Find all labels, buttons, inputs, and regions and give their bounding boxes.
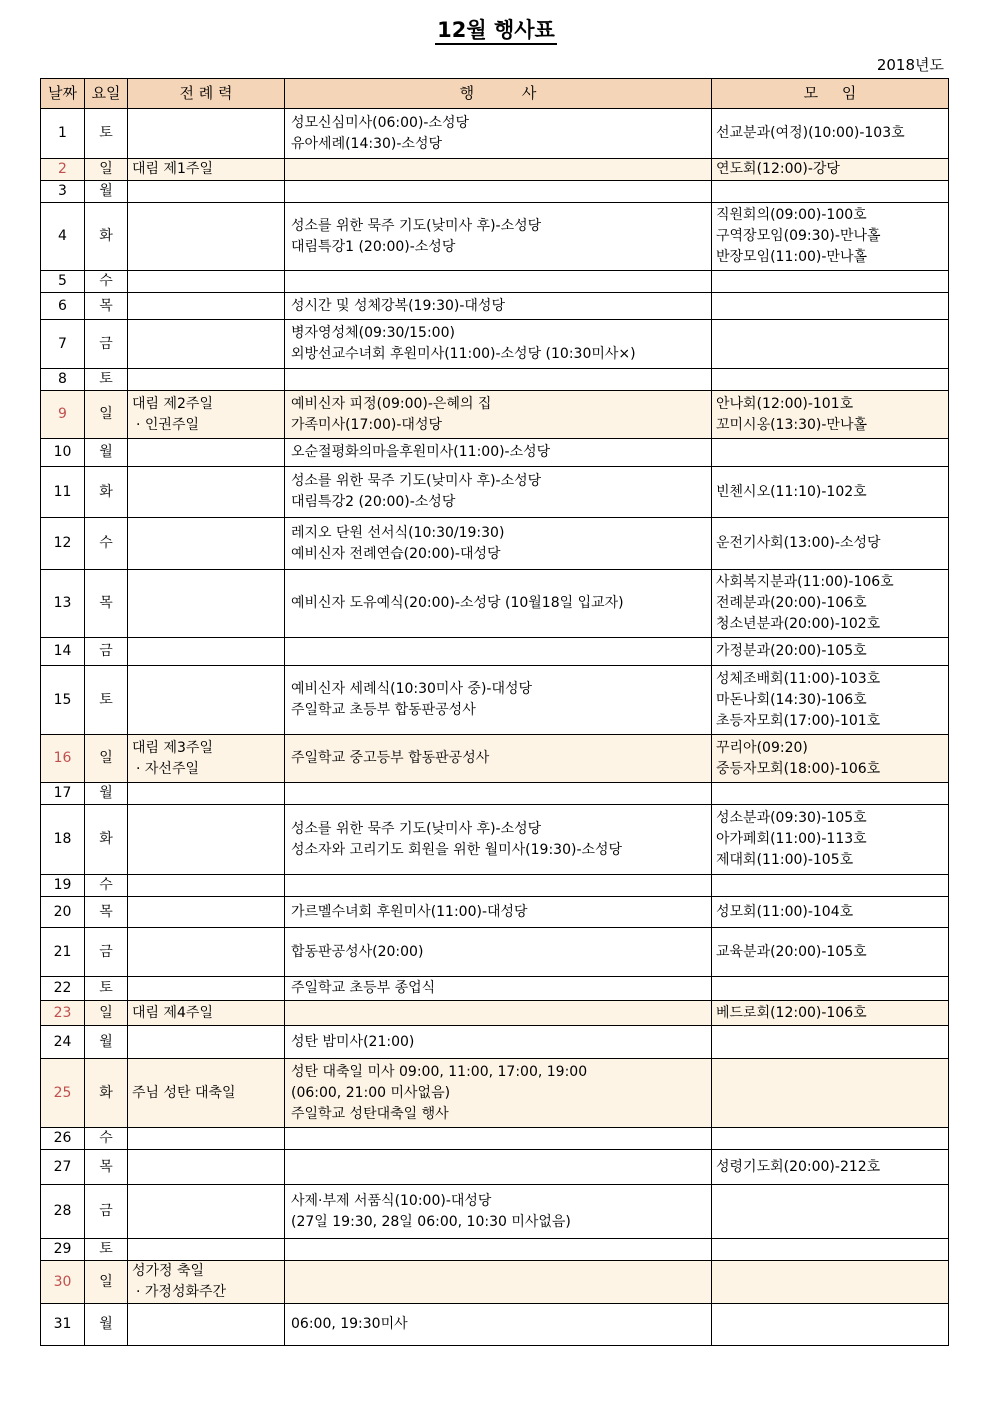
liturgy-cell [128, 783, 285, 805]
meetings-cell-line: 빈첸시오(11:10)-102호 [716, 483, 867, 500]
date-cell: 30 [41, 1261, 85, 1304]
weekday-cell: 목 [85, 897, 128, 928]
meetings-cell-line: 중등자모회(18:00)-106호 [716, 760, 881, 777]
date-cell: 7 [41, 320, 85, 369]
weekday-cell: 수 [85, 518, 128, 570]
weekday-cell: 수 [85, 271, 128, 293]
events-cell [285, 897, 712, 928]
events-cell-line: 대림특강2 (20:00)-소성당 [291, 494, 456, 510]
table-row [41, 897, 949, 928]
date-cell: 12 [41, 518, 85, 570]
date-cell: 27 [41, 1150, 85, 1185]
meetings-cell [712, 1185, 949, 1239]
table-row [41, 271, 949, 293]
meetings-cell-line: 제대회(11:00)-105호 [716, 852, 854, 868]
events-cell [285, 467, 712, 518]
events-cell [285, 320, 712, 369]
liturgy-cell [128, 805, 285, 875]
meetings-cell [712, 570, 949, 638]
events-cell-line: 합동판공성사(20:00) [291, 943, 424, 960]
meetings-cell [712, 518, 949, 570]
table-row [41, 735, 949, 783]
meetings-cell [712, 897, 949, 928]
liturgy-cell [128, 369, 285, 391]
weekday-cell: 월 [85, 783, 128, 805]
meetings-cell [712, 369, 949, 391]
liturgy-cell [128, 293, 285, 320]
events-cell [285, 439, 712, 467]
table-row [41, 1128, 949, 1150]
event-schedule-table [40, 78, 949, 1346]
events-cell [285, 928, 712, 977]
events-cell-line: 성탄 대축일 미사 09:00, 11:00, 17:00, 19:00 [291, 1063, 588, 1080]
table-row [41, 1304, 949, 1346]
events-cell [285, 293, 712, 320]
table-row [41, 181, 949, 203]
weekday-cell: 금 [85, 1185, 128, 1239]
events-cell-line: (06:00, 21:00 미사없음) [291, 1084, 451, 1101]
liturgy-cell [128, 875, 285, 897]
liturgy-cell [128, 271, 285, 293]
table-row [41, 805, 949, 875]
page-title: 12월 행사표 [0, 14, 992, 44]
meetings-cell [712, 293, 949, 320]
events-cell [285, 1304, 712, 1346]
meetings-cell-line: 직원회의(09:00)-100호 [716, 207, 867, 223]
events-cell-line: 주일학교 초등부 종업식 [291, 980, 436, 996]
table-row [41, 783, 949, 805]
table-row [41, 159, 949, 181]
liturgy-cell [128, 159, 285, 181]
weekday-cell: 토 [85, 109, 128, 159]
events-cell-line: (27일 19:30, 28일 06:00, 10:30 미사없음) [291, 1213, 571, 1230]
meetings-cell-line: 선교분과(여정)(10:00)-103호 [716, 125, 905, 141]
weekday-cell: 화 [85, 805, 128, 875]
events-cell [285, 203, 712, 271]
events-cell [285, 666, 712, 735]
meetings-cell-line: 안나회(12:00)-101호 [716, 395, 854, 412]
meetings-cell-line: 교육분과(20:00)-105호 [716, 943, 867, 960]
meetings-cell-line: 초등자모회(17:00)-101호 [716, 712, 881, 729]
events-cell-line: 예비신자 도유예식(20:00)-소성당 (10월18일 입교자) [291, 595, 624, 611]
table-row [41, 109, 949, 159]
meetings-cell [712, 977, 949, 1001]
liturgy-cell [128, 735, 285, 783]
liturgy-cell [128, 1150, 285, 1185]
meetings-cell [712, 1239, 949, 1261]
date-cell: 2 [41, 159, 85, 181]
events-cell-line: 성소자와 고리기도 회원을 위한 월미사(19:30)-소성당 [291, 841, 623, 858]
meetings-cell [712, 203, 949, 271]
table-row [41, 977, 949, 1001]
meetings-cell [712, 875, 949, 897]
header-date: 날짜 [41, 79, 85, 109]
events-cell-line: 가르멜수녀회 후원미사(11:00)-대성당 [291, 903, 528, 920]
liturgy-cell-line: 대림 제4주일 [132, 1004, 213, 1021]
table-row [41, 570, 949, 638]
table-row [41, 467, 949, 518]
date-cell: 14 [41, 638, 85, 666]
table-row [41, 928, 949, 977]
date-cell: 9 [41, 391, 85, 439]
events-cell [285, 977, 712, 1001]
date-cell: 4 [41, 203, 85, 271]
events-cell-line: 06:00, 19:30미사 [291, 1316, 408, 1332]
liturgy-cell [128, 109, 285, 159]
table-row [41, 439, 949, 467]
meetings-cell [712, 181, 949, 203]
header-day: 요일 [85, 79, 128, 109]
events-cell-line: 오순절평화의마을후원미사(11:00)-소성당 [291, 444, 551, 460]
date-cell: 17 [41, 783, 85, 805]
meetings-cell-line: 전례분과(20:00)-106호 [716, 595, 867, 611]
date-cell: 3 [41, 181, 85, 203]
liturgy-cell [128, 928, 285, 977]
date-cell: 23 [41, 1001, 85, 1026]
events-cell [285, 735, 712, 783]
events-cell [285, 1150, 712, 1185]
events-cell [285, 805, 712, 875]
weekday-cell: 토 [85, 666, 128, 735]
meetings-cell-line: 연도회(12:00)-강당 [716, 161, 840, 177]
meetings-cell-line: 가정분과(20:00)-105호 [716, 643, 867, 659]
weekday-cell: 화 [85, 203, 128, 271]
meetings-cell [712, 1001, 949, 1026]
meetings-cell [712, 271, 949, 293]
date-cell: 21 [41, 928, 85, 977]
table-row [41, 666, 949, 735]
liturgy-cell [128, 203, 285, 271]
meetings-cell [712, 638, 949, 666]
liturgy-cell [128, 467, 285, 518]
liturgy-cell [128, 570, 285, 638]
date-cell: 26 [41, 1128, 85, 1150]
events-cell-line: 예비신자 세례식(10:30미사 중)-대성당 [291, 681, 533, 697]
liturgy-cell [128, 1001, 285, 1026]
date-cell: 19 [41, 875, 85, 897]
events-cell [285, 570, 712, 638]
events-cell-line: 성탄 밤미사(21:00) [291, 1033, 415, 1050]
weekday-cell: 수 [85, 875, 128, 897]
date-cell: 11 [41, 467, 85, 518]
date-cell: 29 [41, 1239, 85, 1261]
events-cell [285, 783, 712, 805]
date-cell: 13 [41, 570, 85, 638]
weekday-cell: 일 [85, 1001, 128, 1026]
weekday-cell: 수 [85, 1128, 128, 1150]
liturgy-cell [128, 518, 285, 570]
date-cell: 16 [41, 735, 85, 783]
events-cell [285, 369, 712, 391]
events-cell [285, 1026, 712, 1059]
events-cell [285, 1001, 712, 1026]
events-cell [285, 159, 712, 181]
liturgy-cell [128, 897, 285, 928]
liturgy-cell [128, 1304, 285, 1346]
liturgy-cell [128, 181, 285, 203]
events-cell-line: 주일학교 성탄대축일 행사 [291, 1105, 449, 1122]
table-row [41, 293, 949, 320]
events-cell [285, 1185, 712, 1239]
events-cell-line: 외방선교수녀회 후원미사(11:00)-소성당 (10:30미사×) [291, 346, 636, 362]
liturgy-cell-line: 대림 제2주일 [132, 395, 213, 412]
meetings-cell-line: 운전기사회(13:00)-소성당 [716, 535, 881, 551]
meetings-cell-line: 꼬미시옹(13:30)-만나홀 [716, 416, 867, 433]
events-cell [285, 518, 712, 570]
table-row [41, 638, 949, 666]
liturgy-cell [128, 1239, 285, 1261]
meetings-cell-line: 구역장모임(09:30)-만나홀 [716, 228, 881, 244]
events-cell-line: 주일학교 중고등부 합동판공성사 [291, 750, 490, 766]
meetings-cell-line: 성모회(11:00)-104호 [716, 903, 854, 920]
weekday-cell: 금 [85, 928, 128, 977]
events-cell-line: 성소를 위한 묵주 기도(낮미사 후)-소성당 [291, 820, 542, 837]
meetings-cell [712, 391, 949, 439]
events-cell [285, 109, 712, 159]
weekday-cell: 목 [85, 570, 128, 638]
date-cell: 10 [41, 439, 85, 467]
weekday-cell: 월 [85, 1026, 128, 1059]
date-cell: 20 [41, 897, 85, 928]
events-cell-line: 성모신심미사(06:00)-소성당 [291, 114, 470, 131]
weekday-cell: 토 [85, 977, 128, 1001]
liturgy-cell [128, 1185, 285, 1239]
events-cell [285, 181, 712, 203]
header-liturgy: 전 례 력 [128, 79, 285, 109]
liturgy-cell-line: 대림 제1주일 [132, 161, 213, 177]
date-cell: 5 [41, 271, 85, 293]
meetings-cell [712, 320, 949, 369]
events-cell [285, 875, 712, 897]
weekday-cell: 토 [85, 369, 128, 391]
meetings-cell [712, 467, 949, 518]
events-cell-line: 성소를 위한 묵주 기도(낮미사 후)-소성당 [291, 217, 542, 234]
weekday-cell: 일 [85, 735, 128, 783]
table-row [41, 1261, 949, 1304]
meetings-cell [712, 735, 949, 783]
weekday-cell: 월 [85, 439, 128, 467]
events-cell [285, 1059, 712, 1128]
meetings-cell-line: 아가페회(11:00)-113호 [716, 831, 867, 847]
events-cell [285, 1239, 712, 1261]
liturgy-cell [128, 320, 285, 369]
table-row [41, 1185, 949, 1239]
weekday-cell: 금 [85, 638, 128, 666]
weekday-cell: 일 [85, 391, 128, 439]
liturgy-cell-line: · 인권주일 [136, 416, 199, 433]
date-cell: 28 [41, 1185, 85, 1239]
meetings-cell-line: 반장모임(11:00)-만나홀 [716, 249, 867, 265]
table-row [41, 320, 949, 369]
events-cell [285, 271, 712, 293]
date-cell: 31 [41, 1304, 85, 1346]
weekday-cell: 화 [85, 467, 128, 518]
events-cell [285, 638, 712, 666]
meetings-cell [712, 439, 949, 467]
weekday-cell: 일 [85, 159, 128, 181]
liturgy-cell [128, 638, 285, 666]
liturgy-cell [128, 1059, 285, 1128]
date-cell: 25 [41, 1059, 85, 1128]
date-cell: 6 [41, 293, 85, 320]
meetings-cell-line: 베드로회(12:00)-106호 [716, 1004, 867, 1021]
liturgy-cell-line: · 자선주일 [136, 760, 199, 777]
date-cell: 24 [41, 1026, 85, 1059]
events-cell-line: 성소를 위한 묵주 기도(낮미사 후)-소성당 [291, 473, 542, 489]
weekday-cell: 금 [85, 320, 128, 369]
meetings-cell [712, 1150, 949, 1185]
meetings-cell [712, 1304, 949, 1346]
meetings-cell-line: 성체조배회(11:00)-103호 [716, 670, 881, 687]
liturgy-cell [128, 1261, 285, 1304]
events-cell-line: 주일학교 초등부 합동판공성사 [291, 702, 476, 718]
meetings-cell-line: 사회복지분과(11:00)-106호 [716, 574, 894, 590]
table-row [41, 518, 949, 570]
year-label: 2018년도 [876, 56, 944, 74]
table-row [41, 391, 949, 439]
meetings-cell [712, 1128, 949, 1150]
header-events: 행 사 [285, 79, 712, 109]
meetings-cell-line: 꾸리아(09:20) [716, 739, 808, 756]
date-cell: 15 [41, 666, 85, 735]
events-cell-line: 유아세례(14:30)-소성당 [291, 135, 442, 152]
events-cell-line: 예비신자 전례연습(20:00)-대성당 [291, 545, 501, 562]
events-cell-line: 가족미사(17:00)-대성당 [291, 416, 442, 433]
events-cell-line: 성시간 및 성체강복(19:30)-대성당 [291, 297, 505, 314]
events-cell-line: 레지오 단원 선서식(10:30/19:30) [291, 524, 505, 541]
meetings-cell [712, 109, 949, 159]
meetings-cell-line: 마돈나회(14:30)-106호 [716, 691, 867, 708]
weekday-cell: 목 [85, 293, 128, 320]
liturgy-cell [128, 1026, 285, 1059]
liturgy-cell-line: · 가정성화주간 [136, 1284, 227, 1300]
liturgy-cell [128, 666, 285, 735]
meetings-cell-line: 성령기도회(20:00)-212호 [716, 1158, 881, 1175]
events-cell [285, 1128, 712, 1150]
table-row [41, 203, 949, 271]
meetings-cell [712, 1026, 949, 1059]
weekday-cell: 화 [85, 1059, 128, 1128]
liturgy-cell [128, 391, 285, 439]
table-row [41, 1239, 949, 1261]
events-cell-line: 대림특강1 (20:00)-소성당 [291, 238, 456, 255]
table-row [41, 369, 949, 391]
liturgy-cell [128, 977, 285, 1001]
liturgy-cell-line: 주님 성탄 대축일 [132, 1084, 236, 1101]
meetings-cell [712, 159, 949, 181]
table-row [41, 1026, 949, 1059]
events-cell [285, 1261, 712, 1304]
table-row [41, 1001, 949, 1026]
meetings-cell [712, 783, 949, 805]
weekday-cell: 월 [85, 1304, 128, 1346]
liturgy-cell [128, 439, 285, 467]
weekday-cell: 일 [85, 1261, 128, 1304]
header-meetings: 모 임 [712, 79, 949, 109]
liturgy-cell-line: 대림 제3주일 [132, 739, 213, 756]
date-cell: 22 [41, 977, 85, 1001]
weekday-cell: 목 [85, 1150, 128, 1185]
meetings-cell [712, 928, 949, 977]
meetings-cell [712, 1261, 949, 1304]
meetings-cell-line: 청소년분과(20:00)-102호 [716, 616, 881, 632]
table-row [41, 1150, 949, 1185]
liturgy-cell [128, 1128, 285, 1150]
meetings-cell-line: 성소분과(09:30)-105호 [716, 810, 867, 826]
date-cell: 8 [41, 369, 85, 391]
table-row [41, 875, 949, 897]
events-cell-line: 병자영성체(09:30/15:00) [291, 325, 455, 341]
date-cell: 1 [41, 109, 85, 159]
events-cell-line: 사제·부제 서품식(10:00)-대성당 [291, 1192, 492, 1209]
meetings-cell [712, 666, 949, 735]
table-header-row [41, 79, 949, 109]
weekday-cell: 토 [85, 1239, 128, 1261]
meetings-cell [712, 1059, 949, 1128]
table-row [41, 1059, 949, 1128]
events-cell [285, 391, 712, 439]
meetings-cell [712, 805, 949, 875]
weekday-cell: 월 [85, 181, 128, 203]
liturgy-cell-line: 성가정 축일 [132, 1263, 205, 1279]
date-cell: 18 [41, 805, 85, 875]
events-cell-line: 예비신자 피정(09:00)-은혜의 집 [291, 395, 492, 412]
